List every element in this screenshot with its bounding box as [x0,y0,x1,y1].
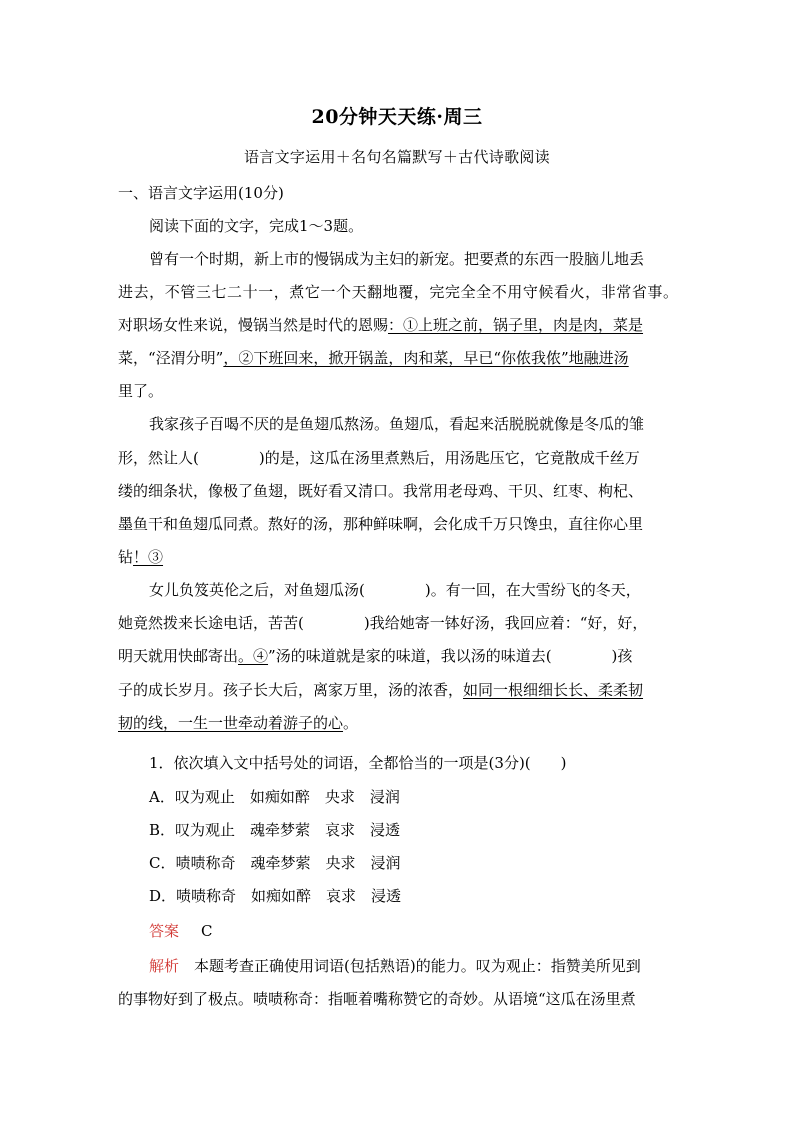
page-title: 20分钟天天练·周三 [311,106,483,128]
analysis-line: 解析 本题考查正确使用词语(包括熟语)的能力。叹为观止：指赞美所见到 [149,957,641,975]
passage-line: 进去，不管三七二十一，煮它一个天翻地覆，完完全全不用守候看火，非常省事。 [118,283,678,301]
answer-value: C [201,922,213,940]
section-heading: 一、语言文字运用(10分) [118,184,284,202]
option-c: C．啧啧称奇 魂牵梦萦 央求 浸润 [149,854,401,872]
passage-line: 韧的线，一生一世牵动着游子的心。 [118,714,359,732]
passage-line: 菜，“泾渭分明”，②下班回来，掀开锅盖，肉和菜，早已“你侬我侬”地融进汤 [118,349,629,367]
passage-line: 形，然让人( )的是，这瓜在汤里煮熟后，用汤匙压它，它竟散成千丝万 [118,449,640,467]
question-stem: 1．依次填入文中括号处的词语，全都恰当的一项是(3分)( ) [149,754,567,772]
analysis-label: 解析 [149,957,180,975]
analysis-line: 的事物好到了极点。啧啧称奇：指咂着嘴称赞它的奇妙。从语境“这瓜在汤里煮 [118,990,636,1008]
instruction-text: 阅读下面的文字，完成1～3题。 [149,217,364,235]
page-subtitle: 语言文字运用＋名句名篇默写＋古代诗歌阅读 [243,148,550,166]
passage-line: 曾有一个时期，新上市的慢锅成为主妇的新宠。把要煮的东西一股脑儿地丢 [149,250,645,268]
passage-line: 钻！③ [118,548,164,566]
passage-line: 对职场女性来说，慢锅当然是时代的恩赐：①上班之前，锅子里，肉是肉，菜是 [118,316,644,334]
option-d: D．啧啧称奇 如痴如醉 哀求 浸透 [149,887,402,905]
answer-line [149,921,213,941]
passage-line: 子的成长岁月。孩子长大后，离家万里，汤的浓香，如同一根细细长长、柔柔韧 [118,681,644,699]
passage-line: 女儿负笈英伦之后，对鱼翅瓜汤( )。有一回，在大雪纷飞的冬天， [149,581,641,599]
passage-line: 我家孩子百喝不厌的是鱼翅瓜熬汤。鱼翅瓜，看起来活脱脱就像是冬瓜的雏 [149,415,645,433]
passage-line: 墨鱼干和鱼翅瓜同煮。熬好的汤，那种鲜味啊，会化成千万只馋虫，直往你心里 [118,515,644,533]
passage-line: 明天就用快邮寄出。④”汤的味道就是家的味道，我以汤的味道去( )孩 [118,647,633,665]
passage-line: 里了。 [118,382,164,400]
answer-label: 答案 [149,922,180,940]
option-b: B．叹为观止 魂牵梦萦 哀求 浸透 [149,821,401,839]
option-a: A．叹为观止 如痴如醉 央求 浸润 [149,788,400,806]
passage-line: 缕的细条状，像极了鱼翅，既好看又清口。我常用老母鸡、干贝、红枣、枸杞、 [118,482,644,500]
passage-line: 她竟然拨来长途电话，苦苦( )我给她寄一钵好汤，我回应着：“好，好， [118,614,648,632]
